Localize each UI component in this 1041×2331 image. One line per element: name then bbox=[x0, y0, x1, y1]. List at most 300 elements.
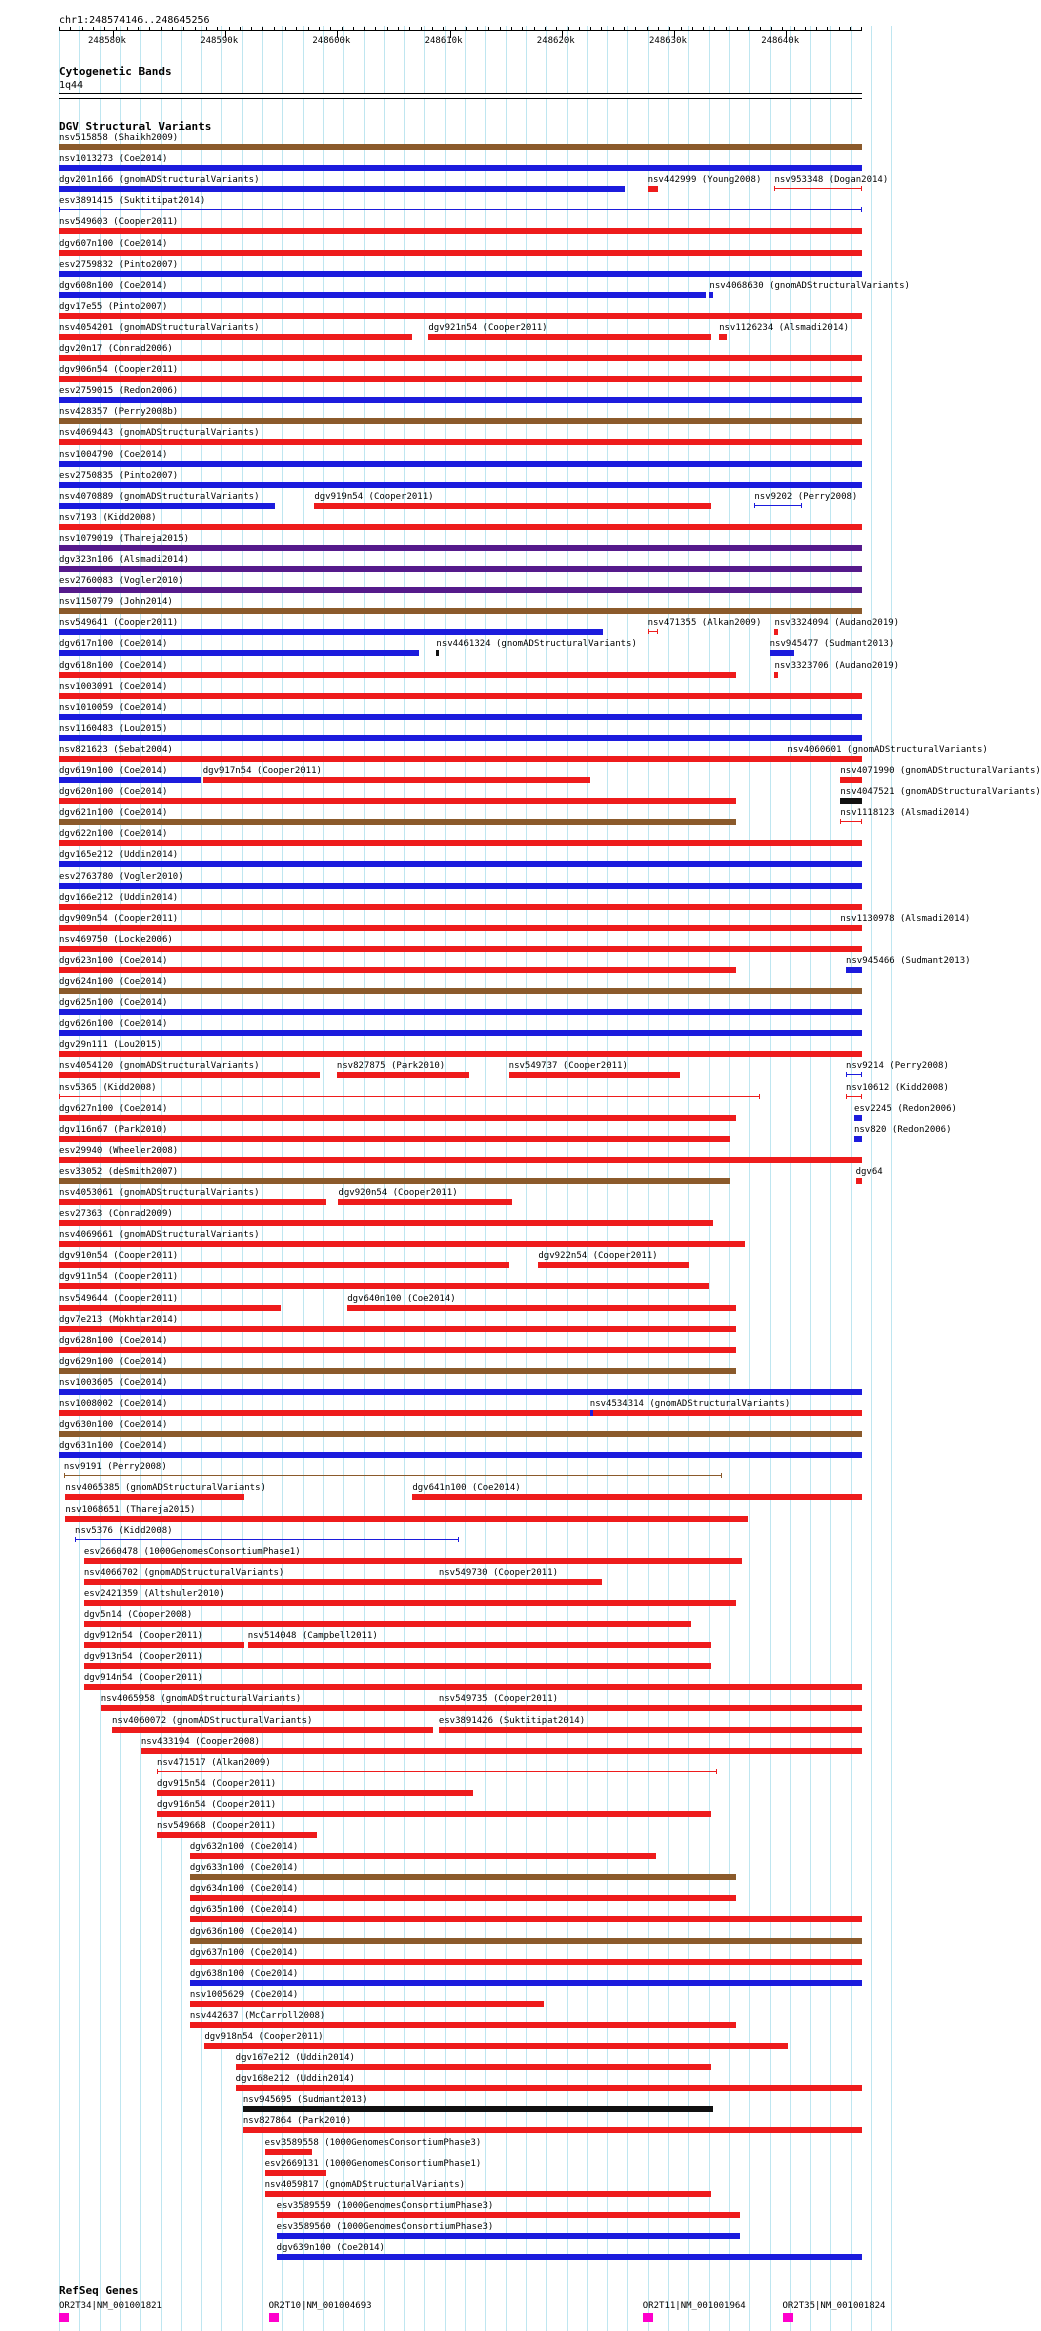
variant-bar[interactable] bbox=[84, 1684, 862, 1690]
variant-bar[interactable] bbox=[59, 777, 201, 783]
variant-bar[interactable] bbox=[59, 1326, 736, 1332]
variant-bar[interactable] bbox=[84, 1558, 742, 1564]
variant-label: nsv5365 (Kidd2008) bbox=[59, 1082, 157, 1093]
variant-label: dgv912n54 (Cooper2011) bbox=[83, 1631, 204, 1642]
variant-bar[interactable] bbox=[84, 1600, 736, 1606]
ruler-minor-tick bbox=[342, 27, 343, 31]
ruler-minor-tick bbox=[353, 27, 354, 31]
refseq-gene-label: OR2T11|NM_001001964 bbox=[642, 2301, 746, 2311]
variant-label: nsv9191 (Perry2008) bbox=[63, 1462, 167, 1473]
variant-bar[interactable] bbox=[59, 1389, 862, 1395]
variant-label: nsv549735 (Cooper2011) bbox=[438, 1694, 559, 1705]
variant-bar[interactable] bbox=[59, 608, 862, 614]
variant-bar[interactable] bbox=[846, 967, 862, 973]
variant-bar[interactable] bbox=[59, 861, 862, 867]
variant-label: nsv1150779 (John2014) bbox=[59, 597, 173, 608]
variant-bar[interactable] bbox=[59, 1347, 736, 1353]
ruler-minor-tick bbox=[127, 27, 128, 31]
variant-bar[interactable] bbox=[277, 2254, 862, 2260]
variant-bar[interactable] bbox=[190, 1916, 862, 1922]
variant-bar[interactable] bbox=[190, 2001, 544, 2007]
variant-bar[interactable] bbox=[59, 1157, 862, 1163]
ruler-minor-tick bbox=[726, 27, 727, 31]
variant-label: dgv167e212 (Uddin2014) bbox=[235, 2053, 355, 2064]
ruler-minor-tick bbox=[681, 27, 682, 31]
variant-bar[interactable] bbox=[59, 798, 736, 804]
variant-label: nsv4071990 (gnomADStructuralVariants) bbox=[840, 766, 1041, 776]
ruler-minor-tick bbox=[568, 27, 569, 31]
variant-label: dgv910n54 (Cooper2011) bbox=[59, 1251, 179, 1262]
variant-label: esv2759832 (Pinto2007) bbox=[59, 259, 179, 270]
ruler-minor-tick bbox=[703, 27, 704, 31]
ruler-minor-tick bbox=[59, 27, 60, 31]
variant-label: esv2245 (Redon2006) bbox=[853, 1103, 957, 1114]
ruler-minor-tick bbox=[466, 27, 467, 31]
ruler-minor-tick bbox=[229, 27, 230, 31]
variant-label: dgv621n100 (Coe2014) bbox=[59, 808, 168, 819]
variant-label: dgv920n54 (Cooper2011) bbox=[338, 1188, 458, 1198]
variant-bar[interactable] bbox=[64, 1475, 722, 1476]
variant-label: dgv20n17 (Conrad2006) bbox=[59, 344, 173, 354]
variant-label: nsv4066702 (gnomADStructuralVariants) bbox=[83, 1567, 285, 1578]
variant-bar[interactable] bbox=[59, 988, 862, 994]
variant-bar[interactable] bbox=[59, 503, 275, 509]
variant-bar[interactable] bbox=[59, 819, 736, 825]
variant-label: dgv618n100 (Coe2014) bbox=[59, 660, 168, 671]
variant-bar[interactable] bbox=[509, 1072, 680, 1078]
cytogenetic-title: Cytogenetic Bands bbox=[59, 65, 172, 78]
variant-bar[interactable] bbox=[265, 2170, 327, 2176]
variant-label: nsv549644 (Cooper2011) bbox=[59, 1293, 179, 1304]
variant-label: dgv5n14 (Cooper2008) bbox=[83, 1610, 193, 1620]
ruler-tick-label: 248620k bbox=[536, 36, 575, 46]
variant-bar[interactable] bbox=[75, 1539, 459, 1540]
dgv-track-title: DGV Structural Variants bbox=[59, 120, 212, 133]
variant-bar[interactable] bbox=[157, 1811, 711, 1817]
variant-bar[interactable] bbox=[84, 1579, 451, 1585]
gridline bbox=[871, 26, 872, 2331]
variant-label: nsv820 (Redon2006) bbox=[853, 1124, 952, 1135]
ruler-minor-tick bbox=[692, 27, 693, 31]
variant-label: nsv5376 (Kidd2008) bbox=[75, 1525, 173, 1536]
ruler-minor-tick bbox=[782, 27, 783, 31]
variant-bar[interactable] bbox=[314, 503, 711, 509]
variant-label: nsv1008002 (Coe2014) bbox=[59, 1399, 168, 1409]
variant-bar[interactable] bbox=[157, 1771, 717, 1772]
variant-label: dgv619n100 (Coe2014) bbox=[59, 766, 168, 776]
variant-label: dgv165e212 (Uddin2014) bbox=[59, 850, 179, 861]
variant-label: dgv630n100 (Coe2014) bbox=[59, 1420, 168, 1431]
variant-bar[interactable] bbox=[84, 1621, 691, 1627]
variant-bar[interactable] bbox=[338, 1199, 511, 1205]
ruler-minor-tick bbox=[827, 27, 828, 31]
variant-bar[interactable] bbox=[59, 1115, 736, 1121]
variant-label: nsv549641 (Cooper2011) bbox=[59, 618, 179, 629]
variant-label: nsv1003605 (Coe2014) bbox=[59, 1377, 168, 1388]
ruler-minor-tick bbox=[262, 27, 263, 31]
variant-label: nsv4054201 (gnomADStructuralVariants) bbox=[59, 322, 260, 333]
variant-bar[interactable] bbox=[590, 1410, 593, 1416]
variant-label: dgv624n100 (Coe2014) bbox=[59, 977, 168, 987]
variant-bar[interactable] bbox=[59, 1178, 730, 1184]
cytogenetic-band[interactable] bbox=[59, 93, 862, 99]
variant-bar[interactable] bbox=[243, 2127, 862, 2133]
variant-bar[interactable] bbox=[436, 650, 438, 656]
variant-bar[interactable] bbox=[840, 798, 862, 804]
variant-bar[interactable] bbox=[59, 1431, 862, 1437]
ruler-minor-tick bbox=[274, 27, 275, 31]
variant-bar[interactable] bbox=[190, 1874, 736, 1880]
variant-label: esv2660478 (1000GenomesConsortiumPhase1) bbox=[83, 1546, 301, 1557]
variant-bar[interactable] bbox=[59, 165, 862, 171]
variant-label: dgv629n100 (Coe2014) bbox=[59, 1356, 168, 1367]
variant-bar[interactable] bbox=[141, 1748, 862, 1754]
variant-bar[interactable] bbox=[412, 1494, 862, 1500]
variant-bar[interactable] bbox=[709, 292, 712, 298]
variant-bar[interactable] bbox=[59, 1199, 326, 1205]
variant-bar[interactable] bbox=[59, 439, 862, 445]
variant-label: nsv821623 (Sebat2004) bbox=[59, 744, 173, 755]
refseq-gene[interactable] bbox=[783, 2313, 793, 2322]
variant-bar[interactable] bbox=[59, 524, 862, 530]
variant-bar[interactable] bbox=[59, 144, 862, 150]
ruler-minor-tick bbox=[217, 27, 218, 31]
variant-bar[interactable] bbox=[840, 927, 862, 928]
variant-label: esv3589558 (1000GenomesConsortiumPhase3) bbox=[264, 2137, 482, 2148]
variant-bar[interactable] bbox=[59, 756, 862, 762]
variant-bar[interactable] bbox=[59, 1410, 862, 1416]
ruler-minor-tick bbox=[556, 27, 557, 31]
variant-label: esv2750835 (Pinto2007) bbox=[59, 470, 179, 481]
variant-label: nsv4065385 (gnomADStructuralVariants) bbox=[65, 1483, 266, 1494]
variant-bar[interactable] bbox=[157, 1832, 317, 1838]
variant-label: nsv1010059 (Coe2014) bbox=[59, 702, 168, 713]
variant-bar[interactable] bbox=[59, 883, 862, 889]
variant-bar[interactable] bbox=[59, 587, 862, 593]
variant-label: nsv515858 (Shaikh2009) bbox=[59, 133, 179, 143]
variant-label: dgv64 bbox=[855, 1166, 883, 1177]
ruler-minor-tick bbox=[364, 27, 365, 31]
gridline bbox=[891, 26, 892, 2331]
variant-bar[interactable] bbox=[59, 629, 603, 635]
variant-bar[interactable] bbox=[846, 1096, 862, 1097]
ruler-minor-tick bbox=[861, 27, 862, 31]
ruler-minor-tick bbox=[522, 27, 523, 31]
ruler-minor-tick bbox=[195, 27, 196, 31]
variant-bar[interactable] bbox=[59, 904, 862, 910]
ruler-minor-tick bbox=[748, 27, 749, 31]
variant-bar[interactable] bbox=[236, 2085, 862, 2091]
variant-bar[interactable] bbox=[59, 397, 862, 403]
variant-bar[interactable] bbox=[840, 821, 862, 822]
variant-bar[interactable] bbox=[774, 188, 862, 189]
variant-bar[interactable] bbox=[59, 1220, 713, 1226]
variant-bar[interactable] bbox=[59, 355, 862, 361]
variant-bar[interactable] bbox=[439, 1705, 862, 1711]
variant-bar[interactable] bbox=[59, 313, 862, 319]
variant-bar[interactable] bbox=[59, 209, 862, 210]
variant-bar[interactable] bbox=[59, 1009, 862, 1015]
variant-label: nsv945477 (Sudmant2013) bbox=[769, 639, 895, 650]
variant-bar[interactable] bbox=[59, 693, 862, 699]
ruler-minor-tick bbox=[624, 27, 625, 31]
variant-label: nsv549603 (Cooper2011) bbox=[59, 217, 179, 228]
ruler-minor-tick bbox=[850, 27, 851, 31]
variant-label: nsv4060072 (gnomADStructuralVariants) bbox=[111, 1715, 313, 1726]
ruler-minor-tick bbox=[161, 27, 162, 31]
variant-label: nsv4069443 (gnomADStructuralVariants) bbox=[59, 428, 260, 439]
variant-label: nsv827864 (Park2010) bbox=[242, 2116, 352, 2127]
variant-label: esv3891426 (Suktitipat2014) bbox=[438, 1715, 586, 1726]
variant-label: dgv607n100 (Coe2014) bbox=[59, 238, 168, 249]
variant-bar[interactable] bbox=[856, 1178, 862, 1184]
variant-label: dgv116n67 (Park2010) bbox=[59, 1124, 168, 1135]
variant-label: nsv469750 (Locke2006) bbox=[59, 934, 173, 945]
variant-bar[interactable] bbox=[236, 2064, 711, 2070]
variant-bar[interactable] bbox=[774, 672, 777, 678]
variant-bar[interactable] bbox=[59, 1096, 760, 1097]
variant-bar[interactable] bbox=[59, 1051, 862, 1057]
variant-label: dgv620n100 (Coe2014) bbox=[59, 787, 168, 798]
variant-label: dgv913n54 (Cooper2011) bbox=[83, 1652, 204, 1663]
variant-bar[interactable] bbox=[243, 2106, 714, 2112]
variant-label: nsv4053061 (gnomADStructuralVariants) bbox=[59, 1188, 260, 1198]
variant-label: esv2760083 (Vogler2010) bbox=[59, 576, 184, 587]
ruler-minor-tick bbox=[138, 27, 139, 31]
variant-label: nsv953348 (Dogan2014) bbox=[774, 175, 889, 186]
variant-bar[interactable] bbox=[190, 1853, 657, 1859]
variant-bar[interactable] bbox=[157, 1790, 473, 1796]
variant-bar[interactable] bbox=[59, 545, 862, 551]
variant-bar[interactable] bbox=[277, 2233, 740, 2239]
position-label: chr1:248574146..248645256 bbox=[59, 15, 210, 26]
ruler-minor-tick bbox=[590, 27, 591, 31]
ruler-minor-tick bbox=[296, 27, 297, 31]
variant-label: dgv625n100 (Coe2014) bbox=[59, 998, 168, 1009]
cytogenetic-band-label: 1q44 bbox=[59, 80, 84, 91]
variant-label: nsv1118123 (Alsmadi2014) bbox=[840, 808, 971, 819]
variant-label: nsv471355 (Alkan2009) bbox=[647, 618, 762, 629]
ruler-minor-tick bbox=[500, 27, 501, 31]
variant-label: dgv919n54 (Cooper2011) bbox=[314, 491, 434, 502]
variant-bar[interactable] bbox=[190, 1959, 862, 1965]
variant-label: esv2763780 (Vogler2010) bbox=[59, 871, 184, 882]
variant-bar[interactable] bbox=[59, 714, 862, 720]
variant-label: nsv1130978 (Alsmadi2014) bbox=[840, 913, 971, 924]
ruler-minor-tick bbox=[601, 27, 602, 31]
ruler-tick-label: 248610k bbox=[424, 36, 463, 46]
variant-bar[interactable] bbox=[648, 631, 658, 632]
variant-bar[interactable] bbox=[203, 777, 590, 783]
variant-label: dgv201n166 (gnomADStructuralVariants) bbox=[59, 175, 260, 186]
ruler-minor-tick bbox=[545, 27, 546, 31]
variant-label: nsv10612 (Kidd2008) bbox=[845, 1082, 949, 1093]
variant-bar[interactable] bbox=[59, 1262, 509, 1268]
variant-label: nsv549737 (Cooper2011) bbox=[508, 1061, 628, 1072]
variant-bar[interactable] bbox=[770, 650, 794, 656]
variant-label: dgv917n54 (Cooper2011) bbox=[202, 766, 322, 776]
variant-bar[interactable] bbox=[774, 629, 777, 635]
ruler-minor-tick bbox=[149, 27, 150, 31]
variant-bar[interactable] bbox=[65, 1494, 244, 1500]
variant-bar[interactable] bbox=[84, 1663, 711, 1669]
variant-bar[interactable] bbox=[65, 1516, 748, 1522]
variant-bar[interactable] bbox=[204, 2043, 788, 2049]
refseq-gene[interactable] bbox=[269, 2313, 279, 2322]
variant-bar[interactable] bbox=[248, 1642, 711, 1648]
variant-label: dgv608n100 (Coe2014) bbox=[59, 280, 168, 291]
variant-bar[interactable] bbox=[59, 228, 862, 234]
variant-bar[interactable] bbox=[59, 735, 862, 741]
variant-bar[interactable] bbox=[59, 292, 706, 298]
variant-label: nsv4054120 (gnomADStructuralVariants) bbox=[59, 1061, 260, 1072]
variant-label: dgv323n106 (Alsmadi2014) bbox=[59, 555, 190, 565]
ruler-minor-tick bbox=[432, 27, 433, 31]
variant-label: dgv921n54 (Cooper2011) bbox=[428, 322, 548, 333]
variant-bar[interactable] bbox=[59, 967, 736, 973]
variant-label: dgv909n54 (Cooper2011) bbox=[59, 913, 179, 924]
variant-bar[interactable] bbox=[265, 2149, 312, 2155]
ruler-minor-tick bbox=[172, 27, 173, 31]
variant-bar[interactable] bbox=[59, 1241, 745, 1247]
variant-bar[interactable] bbox=[59, 418, 862, 424]
variant-bar[interactable] bbox=[190, 1895, 736, 1901]
variant-bar[interactable] bbox=[59, 271, 862, 277]
variant-bar[interactable] bbox=[59, 1030, 862, 1036]
refseq-gene[interactable] bbox=[59, 2313, 69, 2322]
variant-label: nsv442637 (McCarroll2008) bbox=[189, 2010, 326, 2021]
variant-label: dgv168e212 (Uddin2014) bbox=[235, 2074, 355, 2085]
variant-bar[interactable] bbox=[439, 1727, 862, 1733]
variant-label: esv3589560 (1000GenomesConsortiumPhase3) bbox=[276, 2221, 494, 2232]
variant-bar[interactable] bbox=[846, 1074, 862, 1075]
ruler-minor-tick bbox=[534, 27, 535, 31]
variant-label: nsv442999 (Young2008) bbox=[647, 175, 762, 186]
variant-bar[interactable] bbox=[59, 376, 862, 382]
variant-label: dgv915n54 (Cooper2011) bbox=[156, 1778, 277, 1789]
ruler-minor-tick bbox=[183, 27, 184, 31]
variant-label: dgv628n100 (Coe2014) bbox=[59, 1335, 168, 1346]
variant-label: dgv911n54 (Cooper2011) bbox=[59, 1272, 179, 1283]
variant-bar[interactable] bbox=[59, 650, 419, 656]
variant-bar[interactable] bbox=[59, 1452, 862, 1458]
variant-label: esv29940 (Wheeler2008) bbox=[59, 1145, 179, 1156]
refseq-track-title: RefSeq Genes bbox=[59, 2284, 139, 2297]
ruler-minor-tick bbox=[398, 27, 399, 31]
variant-label: nsv471517 (Alkan2009) bbox=[156, 1757, 271, 1768]
variant-bar[interactable] bbox=[112, 1727, 433, 1733]
variant-label: esv3589559 (1000GenomesConsortiumPhase3) bbox=[276, 2200, 494, 2211]
variant-label: nsv1079019 (Thareja2015) bbox=[59, 533, 190, 544]
variant-label: nsv4534314 (gnomADStructuralVariants) bbox=[589, 1399, 791, 1409]
variant-bar[interactable] bbox=[337, 1072, 469, 1078]
variant-bar[interactable] bbox=[347, 1305, 736, 1311]
variant-bar[interactable] bbox=[59, 566, 862, 572]
variant-bar[interactable] bbox=[59, 1368, 736, 1374]
ruler-minor-tick bbox=[839, 27, 840, 31]
refseq-gene-label: OR2T35|NM_001001824 bbox=[782, 2301, 886, 2311]
variant-bar[interactable] bbox=[648, 186, 658, 192]
variant-bar[interactable] bbox=[59, 840, 862, 846]
ruler-minor-tick bbox=[319, 27, 320, 31]
variant-bar[interactable] bbox=[787, 756, 790, 762]
variant-label: dgv640n100 (Coe2014) bbox=[347, 1293, 456, 1304]
variant-bar[interactable] bbox=[538, 1262, 689, 1268]
variant-bar[interactable] bbox=[59, 250, 862, 256]
variant-label: dgv635n100 (Coe2014) bbox=[189, 1905, 299, 1916]
variant-label: dgv918n54 (Cooper2011) bbox=[204, 2032, 324, 2042]
variant-bar[interactable] bbox=[439, 1579, 602, 1585]
variant-label: nsv1003091 (Coe2014) bbox=[59, 681, 168, 692]
ruler-minor-tick bbox=[409, 27, 410, 31]
variant-bar[interactable] bbox=[854, 1136, 862, 1142]
ruler-minor-tick bbox=[116, 27, 117, 31]
variant-bar[interactable] bbox=[59, 334, 412, 340]
refseq-gene-label: OR2T10|NM_001004693 bbox=[268, 2301, 372, 2311]
variant-bar[interactable] bbox=[59, 1283, 709, 1289]
variant-bar[interactable] bbox=[854, 1115, 862, 1121]
variant-label: dgv17e55 (Pinto2007) bbox=[59, 301, 168, 312]
refseq-gene[interactable] bbox=[643, 2313, 653, 2322]
variant-bar[interactable] bbox=[265, 2191, 711, 2197]
variant-bar[interactable] bbox=[190, 1980, 862, 1986]
ruler-minor-tick bbox=[240, 27, 241, 31]
variant-bar[interactable] bbox=[59, 186, 625, 192]
ruler-minor-tick bbox=[805, 27, 806, 31]
variant-label: nsv945695 (Sudmant2013) bbox=[242, 2095, 368, 2106]
variant-label: nsv4068630 (gnomADStructuralVariants) bbox=[709, 280, 910, 291]
variant-bar[interactable] bbox=[59, 461, 862, 467]
variant-bar[interactable] bbox=[277, 2212, 740, 2218]
ruler-minor-tick bbox=[658, 27, 659, 31]
variant-bar[interactable] bbox=[84, 1642, 245, 1648]
variant-bar[interactable] bbox=[59, 482, 862, 488]
variant-label: dgv916n54 (Cooper2011) bbox=[156, 1799, 277, 1810]
ruler-minor-tick bbox=[455, 27, 456, 31]
variant-bar[interactable] bbox=[840, 777, 862, 783]
variant-bar[interactable] bbox=[428, 334, 711, 340]
variant-bar[interactable] bbox=[59, 1305, 281, 1311]
variant-label: dgv914n54 (Cooper2011) bbox=[83, 1673, 204, 1684]
variant-bar[interactable] bbox=[719, 334, 727, 340]
variant-bar[interactable] bbox=[190, 2022, 736, 2028]
variant-label: dgv622n100 (Coe2014) bbox=[59, 829, 168, 840]
variant-label: dgv922n54 (Cooper2011) bbox=[538, 1251, 658, 1262]
ruler-minor-tick bbox=[206, 27, 207, 31]
variant-bar[interactable] bbox=[754, 505, 801, 506]
variant-bar[interactable] bbox=[59, 1072, 320, 1078]
variant-label: dgv166e212 (Uddin2014) bbox=[59, 892, 179, 903]
variant-label: nsv4065958 (gnomADStructuralVariants) bbox=[100, 1694, 302, 1705]
ruler-minor-tick bbox=[308, 27, 309, 31]
variant-label: dgv638n100 (Coe2014) bbox=[189, 1968, 299, 1979]
ruler-minor-tick bbox=[104, 27, 105, 31]
ruler-minor-tick bbox=[421, 27, 422, 31]
variant-bar[interactable] bbox=[190, 1938, 862, 1944]
ruler-tick-label: 248580k bbox=[88, 36, 126, 46]
variant-bar[interactable] bbox=[59, 925, 862, 931]
variant-bar[interactable] bbox=[59, 946, 862, 952]
variant-label: dgv906n54 (Cooper2011) bbox=[59, 365, 179, 376]
ruler-minor-tick bbox=[816, 27, 817, 31]
ruler-tick-label: 248590k bbox=[200, 36, 239, 46]
variant-label: dgv627n100 (Coe2014) bbox=[59, 1103, 168, 1114]
variant-bar[interactable] bbox=[59, 1136, 730, 1142]
ruler-minor-tick bbox=[737, 27, 738, 31]
variant-bar[interactable] bbox=[59, 672, 736, 678]
ruler-minor-tick bbox=[285, 27, 286, 31]
variant-label: dgv639n100 (Coe2014) bbox=[276, 2243, 385, 2253]
